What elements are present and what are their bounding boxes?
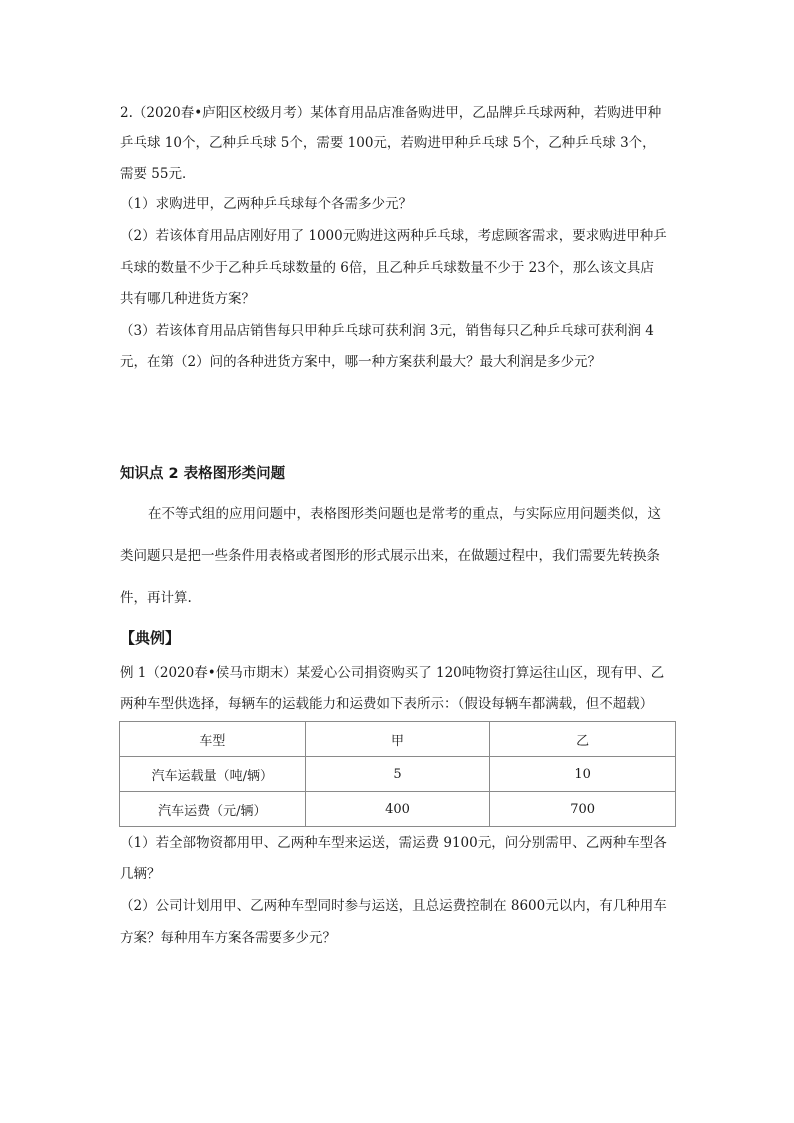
problem-2-line: 共有哪几种进货方案？: [120, 291, 255, 307]
table-header-cell: 车型: [120, 722, 306, 757]
problem-2-question-3: （3）若该体育用品店销售每只甲种乒乓球可获利润 3元，销售每只乙种乒乓球可获利润 4: [120, 323, 654, 339]
table-cell: 10: [490, 757, 676, 792]
vehicle-table: [119, 721, 676, 827]
problem-2-line: 乒乓球 10个，乙种乒乓球 5个，需要 100元，若购进甲种乒乓球 5个，乙种乒乓球 3个，: [120, 135, 656, 151]
table-cell: 400: [305, 792, 490, 827]
example-question-line: 方案？每种用车方案各需要多少元？: [120, 930, 336, 946]
table-header-cell: 甲: [305, 722, 490, 757]
table-row: [120, 757, 676, 792]
problem-2-question-1: （1）求购进甲，乙两种乒乓球每个各需多少元？: [120, 196, 413, 212]
example-heading: 【典例】: [120, 629, 181, 647]
section-title: 知识点 2 表格图形类问题: [120, 466, 286, 482]
example-question-1: （1）若全部物资都用甲、乙两种车型来运送，需运费 9100元，问分别需甲、乙两种车型各: [120, 835, 667, 851]
example-intro-line: 例 1（2020春•侯马市期末）某爱心公司捐资购买了 120吨物资打算运往山区，现有甲、乙: [120, 665, 665, 681]
table-header-row: [120, 722, 676, 757]
example-question-line: 几辆？: [120, 866, 161, 882]
table-cell: 汽车运载量（吨/辆）: [120, 757, 306, 792]
problem-2-line: 2.（2020春•庐阳区校级月考）某体育用品店准备购进甲，乙品牌乒乓球两种，若购进甲种: [120, 105, 662, 121]
problem-2-question-2: （2）若该体育用品店刚好用了 1000元购进这两种乒乓球，考虑顾客需求，要求购进甲种乒: [120, 228, 667, 244]
example-intro-line: 两种车型供选择，每辆车的运载能力和运费如下表所示：（假设每辆车都满载，但不超载）: [120, 696, 654, 712]
paragraph-line: 件，再计算.: [120, 590, 192, 606]
table-cell: 700: [490, 792, 676, 827]
paragraph-line: 在不等式组的应用问题中，表格图形类问题也是常考的重点，与实际应用问题类似，这: [148, 506, 661, 522]
table-cell: 5: [305, 757, 490, 792]
problem-2-line: 元，在第（2）问的各种进货方案中，哪一种方案获利最大？最大利润是多少元？: [120, 354, 602, 370]
problem-2-line: 乓球的数量不少于乙种乒乓球数量的 6倍，且乙种乒乓球数量不少于 23个，那么该文具店: [120, 260, 654, 276]
table-row: [120, 792, 676, 827]
table-header-cell: 乙: [490, 722, 676, 757]
example-question-2: （2）公司计划用甲、乙两种车型同时参与运送，且总运费控制在 8600元以内，有几种用车: [120, 898, 667, 914]
problem-2-line: 需要 55元．: [120, 166, 196, 182]
table-cell: 汽车运费（元/辆）: [120, 792, 306, 827]
paragraph-line: 类问题只是把一些条件用表格或者图形的形式展示出来，在做题过程中，我们需要先转换条: [120, 548, 660, 564]
